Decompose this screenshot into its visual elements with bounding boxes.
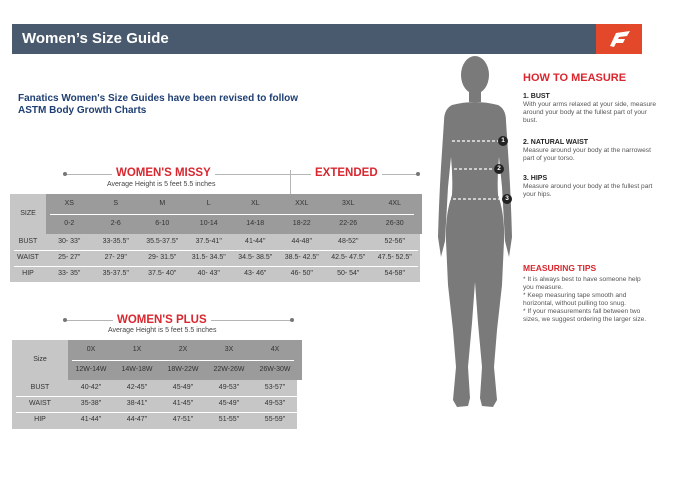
measurement-cell: 55-59" <box>264 416 286 423</box>
measurement-cell: 25- 27" <box>58 254 81 261</box>
size-number: 22-26 <box>339 220 358 227</box>
row-label: HIP <box>22 270 34 277</box>
step-title: 3. HIPS <box>523 175 548 182</box>
measuring-tips-title: MEASURING TIPS <box>523 263 597 273</box>
measuring-tips-list <box>523 276 648 324</box>
row-label: BUST <box>18 238 38 245</box>
missy-title: WOMEN'S MISSY <box>112 167 215 179</box>
size-label: SIZE <box>20 210 36 217</box>
missy-size-table <box>10 194 420 282</box>
tip-item: * It is always best to have someone help you measure. <box>523 276 641 291</box>
header-divider <box>50 214 414 215</box>
measurement-cell: 31.5- 34.5" <box>191 254 226 261</box>
fanatics-logo-icon <box>596 24 642 54</box>
measurement-cell: 50- 54" <box>337 270 360 277</box>
measurement-cell: 51-55" <box>218 416 240 423</box>
step-title: 1. BUST <box>523 93 550 100</box>
header-bar <box>12 24 642 54</box>
measurement-cell: 49-53" <box>218 384 240 391</box>
size-number: 2-6 <box>110 220 121 227</box>
measurement-cell: 43- 46" <box>244 270 267 277</box>
measurement-cell: 53-57" <box>264 384 286 391</box>
measurement-cell: 35-37.5" <box>102 270 129 277</box>
missy-height-note: Average Height is 5 feet 5.5 inches <box>107 181 216 188</box>
step-title: 2. NATURAL WAIST <box>523 139 589 146</box>
size-code: 2X <box>178 346 188 353</box>
tip-item: * Keep measuring tape smooth and horizontal, without pulling too snug. <box>523 292 627 307</box>
measurement-cell: 37.5- 40" <box>148 270 177 277</box>
measurement-cell: 44-48" <box>291 238 312 245</box>
step-badge: 1 <box>498 136 508 146</box>
plus-height-note: Average Height is 5 feet 5.5 inches <box>108 327 217 334</box>
measurement-cell: 34.5- 38.5" <box>238 254 273 261</box>
size-number: 12W-14W <box>75 366 107 373</box>
measurement-cell: 41-44" <box>80 416 102 423</box>
row-divider <box>16 412 298 413</box>
step-description: Measure around your body at the fullest part your hips. <box>523 183 653 198</box>
row-divider <box>14 266 418 267</box>
plus-title: WOMEN'S PLUS <box>113 314 211 326</box>
size-number: 18W-22W <box>167 366 199 373</box>
measurement-cell: 41-45" <box>172 400 194 407</box>
size-code: 3XL <box>342 200 355 207</box>
size-code: 4XL <box>388 200 401 207</box>
measurement-cell: 40- 43" <box>197 270 220 277</box>
size-number: 0-2 <box>64 220 75 227</box>
header-divider <box>72 360 294 361</box>
measurement-cell: 35-38" <box>80 400 102 407</box>
size-code: XS <box>64 200 74 207</box>
size-code: 1X <box>132 346 142 353</box>
measurement-cell: 52-56" <box>384 238 405 245</box>
row-divider <box>14 250 418 251</box>
size-number: 18-22 <box>292 220 311 227</box>
how-to-measure-title: HOW TO MEASURE <box>523 72 627 84</box>
measurement-cell: 54-58" <box>384 270 405 277</box>
size-number: 14-18 <box>246 220 265 227</box>
measurement-cell: 33-35.5" <box>102 238 129 245</box>
row-label: HIP <box>34 416 46 423</box>
measurement-cell: 47-51" <box>172 416 194 423</box>
measurement-cell: 30- 33" <box>58 238 81 245</box>
measurement-cell: 49-53" <box>264 400 286 407</box>
size-code: XL <box>250 200 260 207</box>
rule-dot <box>63 172 67 176</box>
plus-size-table <box>12 340 297 429</box>
rule-dot <box>63 318 67 322</box>
measurement-cell: 42-45" <box>126 384 148 391</box>
size-code: 3X <box>224 346 234 353</box>
step-description: With your arms relaxed at your side, measure around your body at the fullest part of your bust. <box>523 101 657 124</box>
measurement-cell: 46- 50" <box>290 270 313 277</box>
size-code: M <box>159 200 166 207</box>
measurement-cell: 38-41" <box>126 400 148 407</box>
size-code: 0X <box>86 346 96 353</box>
size-code: 4X <box>270 346 280 353</box>
size-number: 22W-26W <box>213 366 245 373</box>
size-code: XXL <box>295 200 309 207</box>
row-label: WAIST <box>17 254 39 261</box>
size-code: L <box>206 200 211 207</box>
size-label: Size <box>33 356 47 363</box>
measurement-cell: 27- 29" <box>104 254 127 261</box>
measurement-cell: 40-42" <box>80 384 102 391</box>
row-label: WAIST <box>29 400 51 407</box>
measurement-cell: 45-49" <box>172 384 194 391</box>
measurement-cell: 45-49" <box>218 400 240 407</box>
measurement-cell: 33- 35" <box>58 270 81 277</box>
row-label: BUST <box>30 384 50 391</box>
step-description: Measure around your body at the narrowest part of your torso. <box>523 147 651 162</box>
size-number: 6-10 <box>155 220 170 227</box>
measurement-cell: 37.5-41" <box>195 238 222 245</box>
size-number: 10-14 <box>199 220 218 227</box>
measurement-cell: 41-44" <box>245 238 266 245</box>
row-divider <box>16 396 298 397</box>
measurement-cell: 48-52" <box>338 238 359 245</box>
size-number: 26-30 <box>385 220 404 227</box>
measurement-cell: 29- 31.5" <box>148 254 177 261</box>
intro-text: Fanatics Women's Size Guides have been revised to follow ASTM Body Growth Charts <box>18 93 299 116</box>
measurement-cell: 44-47" <box>126 416 148 423</box>
measurement-cell: 38.5- 42.5" <box>284 254 319 261</box>
step-badge: 3 <box>502 194 512 204</box>
extended-title: EXTENDED <box>311 167 382 179</box>
size-number: 26W-30W <box>259 366 291 373</box>
tip-item: * If your measurements fall between two sizes, we suggest ordering the larger size. <box>523 308 647 323</box>
page-title: Women’s Size Guide <box>22 30 169 47</box>
measurement-cell: 42.5- 47.5" <box>331 254 366 261</box>
size-code: S <box>113 200 119 207</box>
step-badge: 2 <box>494 164 504 174</box>
measurement-cell: 35.5-37.5" <box>146 238 179 245</box>
body-silhouette <box>420 55 520 500</box>
rule-dot <box>290 318 294 322</box>
size-number: 14W-18W <box>121 366 153 373</box>
measurement-cell: 47.5- 52.5" <box>377 254 412 261</box>
